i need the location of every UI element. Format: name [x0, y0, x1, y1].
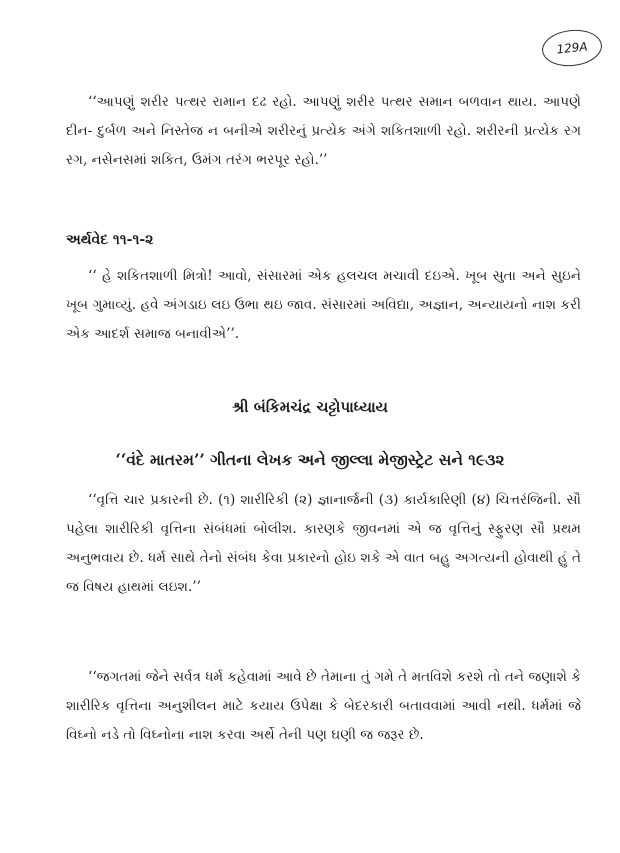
section-heading-atharvaveda: અર્થવેદ ૧૧-૧-૨ [66, 232, 154, 248]
quote-paragraph-2-text: ‘‘ હે શકિતશાળી મિત્રો! આવો, સંસારમાં એક હલચલ મચાવી દઇએ. ખૂબ સુતા અને સુઇને ખૂબ ગુમાવ્યું. હવે અંગડાઇ લઇ ઉભા થઇ જાવ. સંસારમાં અવિદ્યા, અજ્ઞાન, અન્યાયનો નાશ કરી એક આદર્શ સમાજ બનાવીએ’’. [66, 268, 581, 342]
quote-paragraph-1 [66, 88, 581, 175]
quote-paragraph-4 [66, 663, 581, 750]
quote-paragraph-4-text: ‘‘જગતમાં જેને સર્વત્ર ધર્મ કહેવામાં આવે છે તેમાના તું ગમે તે મતવિશે કરશે તો તને જણાશે કે શારીરિક વૃત્તિના અનુશીલન માટે કયાય ઉપેક્ષા કે બેદરકારી બતાવવામાં આવી નથી. ધર્મમાં જે વિઘ્નો નડે તો વિઘ્નોના નાશ કરવા અર્થે તેની પણ ઘણી જ જરૂર છે. [66, 669, 581, 743]
quote-paragraph-3-text: ‘‘વૃત્તિ ચાર પ્રકારની છે. (૧) શારીરિકી (૨) જ્ઞાનાર્જની (૩) કાર્યકારિણી (૪) ચિત્તરંજિની. સૌ પહેલા શારીરિકી વૃત્તિના સંબંધમાં બોલીશ. કારણકે જીવનમાં એ જ વૃત્તિનું સ્ફુરણ સૌ પ્રથમ અનુભવાય છે. ધર્મ સાથે તેનો સંબંધ કેવા પ્રકારનો હોઇ શકે એ વાત બહુ અગત્યની હોવાથી હું તે જ વિષય હાથમાં લઇશ.’’ [66, 492, 581, 595]
quote-paragraph-2 [66, 262, 581, 349]
author-subtitle: ‘‘વંદે માતરમ’’ ગીતના લેખક અને જીલ્લા મેજીસ્ટ્રેટ સને ૧૯૩૨ [115, 450, 505, 469]
quote-paragraph-3 [66, 486, 581, 602]
author-title: શ્રી બંકિમચંદ્ર ચટ્ટોપાધ્યાય [232, 398, 388, 416]
page-number-stamp: 129A [540, 27, 603, 69]
quote-paragraph-1-text: ‘‘આપણું શરીર પત્થર રામાન દઢ રહો. આપણું શરીર પત્થર સમાન બળવાન થાય. આપણે દીન- દુર્બળ અને નિસ્તેજ ન બનીએ શરીરનું પ્રત્યેક અંગે શકિતશાળી રહો. શરીરની પ્રત્યેક રગ રગ, નસેનસમાં શકિત, ઉમંગ તરંગ ભરપૂર રહો.’’ [66, 94, 581, 168]
